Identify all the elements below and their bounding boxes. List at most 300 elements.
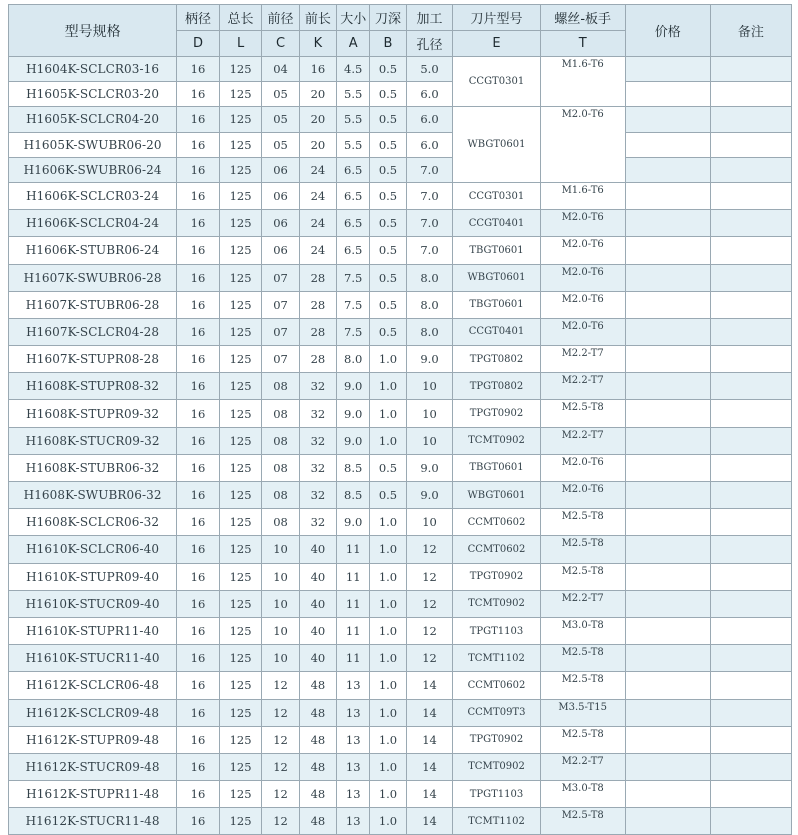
cell-screw: M2.5-T8 [540, 536, 625, 563]
cell-depth: 1.0 [370, 373, 406, 400]
cell-bore: 7.0 [406, 237, 453, 264]
cell-total-length: 125 [219, 590, 262, 617]
cell-depth: 1.0 [370, 400, 406, 427]
table-row [9, 454, 792, 481]
cell-front-length: 48 [299, 808, 336, 835]
cell-depth: 1.0 [370, 753, 406, 780]
cell-note [710, 346, 791, 373]
cell-front-length: 20 [299, 132, 336, 157]
cell-bore: 12 [406, 590, 453, 617]
cell-bore: 14 [406, 726, 453, 753]
cell-front-length: 40 [299, 536, 336, 563]
cell-bore: 7.0 [406, 182, 453, 209]
cell-insert: CCGT0401 [453, 318, 540, 345]
cell-insert: TBGT0601 [453, 454, 540, 481]
cell-shank: 16 [177, 536, 220, 563]
cell-depth: 0.5 [370, 182, 406, 209]
cell-model: H1606K-SCLCR04-24 [9, 210, 177, 237]
cell-front-diameter: 08 [262, 454, 299, 481]
table-row [9, 617, 792, 644]
cell-front-length: 24 [299, 182, 336, 209]
cell-note [710, 291, 791, 318]
cell-total-length: 125 [219, 509, 262, 536]
cell-front-diameter: 12 [262, 781, 299, 808]
cell-depth: 0.5 [370, 82, 406, 107]
cell-depth: 0.5 [370, 132, 406, 157]
cell-note [710, 726, 791, 753]
cell-bore: 7.0 [406, 157, 453, 182]
cell-shank: 16 [177, 57, 220, 82]
table-body [9, 57, 792, 835]
cell-front-diameter: 05 [262, 107, 299, 132]
spec-table-container [8, 4, 792, 835]
table-row [9, 509, 792, 536]
cell-shank: 16 [177, 346, 220, 373]
cell-depth: 0.5 [370, 107, 406, 132]
cell-front-length: 32 [299, 427, 336, 454]
header-front-diameter: 前径 [262, 5, 299, 31]
cell-screw: M3.0-T8 [540, 617, 625, 644]
cell-price [625, 536, 710, 563]
cell-total-length: 125 [219, 672, 262, 699]
cell-front-diameter: 08 [262, 482, 299, 509]
cell-front-length: 24 [299, 210, 336, 237]
cell-screw: M2.2-T7 [540, 346, 625, 373]
cell-price [625, 157, 710, 182]
cell-front-diameter: 06 [262, 237, 299, 264]
table-row [9, 346, 792, 373]
cell-price [625, 346, 710, 373]
cell-insert: WBGT0601 [453, 107, 540, 183]
cell-total-length: 125 [219, 318, 262, 345]
cell-total-length: 125 [219, 132, 262, 157]
cell-model: H1606K-STUBR06-24 [9, 237, 177, 264]
cell-price [625, 373, 710, 400]
cell-bore: 9.0 [406, 346, 453, 373]
cell-bore: 8.0 [406, 264, 453, 291]
table-row [9, 427, 792, 454]
cell-front-diameter: 05 [262, 82, 299, 107]
cell-total-length: 125 [219, 427, 262, 454]
table-row [9, 781, 792, 808]
cell-size: 8.0 [337, 346, 370, 373]
cell-size: 9.0 [337, 509, 370, 536]
cell-front-diameter: 07 [262, 346, 299, 373]
cell-insert: TCMT0902 [453, 427, 540, 454]
cell-size: 13 [337, 808, 370, 835]
cell-size: 5.5 [337, 82, 370, 107]
header-size: 大小 [337, 5, 370, 31]
cell-screw: M2.0-T6 [540, 482, 625, 509]
cell-size: 7.5 [337, 291, 370, 318]
cell-front-length: 20 [299, 107, 336, 132]
cell-front-length: 16 [299, 57, 336, 82]
cell-front-length: 40 [299, 563, 336, 590]
cell-size: 7.5 [337, 264, 370, 291]
cell-model: H1606K-SWUBR06-24 [9, 157, 177, 182]
cell-depth: 1.0 [370, 563, 406, 590]
cell-price [625, 753, 710, 780]
cell-note [710, 318, 791, 345]
cell-note [710, 82, 791, 107]
cell-size: 8.5 [337, 482, 370, 509]
cell-front-diameter: 08 [262, 509, 299, 536]
table-row [9, 482, 792, 509]
cell-total-length: 125 [219, 82, 262, 107]
cell-depth: 0.5 [370, 291, 406, 318]
cell-insert: TPGT1103 [453, 617, 540, 644]
cell-insert: TCMT1102 [453, 645, 540, 672]
cell-price [625, 107, 710, 132]
cell-note [710, 427, 791, 454]
cell-insert: TCMT0902 [453, 590, 540, 617]
cell-shank: 16 [177, 454, 220, 481]
cell-shank: 16 [177, 427, 220, 454]
cell-size: 11 [337, 645, 370, 672]
table-row [9, 373, 792, 400]
cell-bore: 14 [406, 672, 453, 699]
cell-depth: 1.0 [370, 536, 406, 563]
cell-shank: 16 [177, 237, 220, 264]
cell-insert: CCMT09T3 [453, 699, 540, 726]
cell-shank: 16 [177, 699, 220, 726]
cell-note [710, 454, 791, 481]
cell-shank: 16 [177, 157, 220, 182]
cell-size: 6.5 [337, 237, 370, 264]
cell-size: 5.5 [337, 132, 370, 157]
cell-price [625, 726, 710, 753]
table-header [9, 5, 792, 57]
cell-shank: 16 [177, 590, 220, 617]
table-row [9, 82, 792, 107]
cell-screw: M2.0-T6 [540, 264, 625, 291]
cell-size: 6.5 [337, 157, 370, 182]
cell-price [625, 210, 710, 237]
cell-size: 7.5 [337, 318, 370, 345]
cell-insert: TBGT0601 [453, 291, 540, 318]
cell-size: 13 [337, 699, 370, 726]
cell-front-diameter: 05 [262, 132, 299, 157]
cell-total-length: 125 [219, 781, 262, 808]
cell-size: 6.5 [337, 182, 370, 209]
cell-screw: M2.0-T6 [540, 318, 625, 345]
header-front-length-symbol: K [299, 31, 336, 57]
cell-shank: 16 [177, 509, 220, 536]
cell-note [710, 400, 791, 427]
cell-depth: 0.5 [370, 57, 406, 82]
table-row [9, 210, 792, 237]
cell-screw: M2.0-T6 [540, 107, 625, 183]
cell-note [710, 509, 791, 536]
cell-shank: 16 [177, 291, 220, 318]
cell-shank: 16 [177, 482, 220, 509]
header-row-top [9, 5, 792, 31]
cell-depth: 0.5 [370, 210, 406, 237]
table-row [9, 699, 792, 726]
cell-front-length: 48 [299, 753, 336, 780]
cell-front-diameter: 12 [262, 753, 299, 780]
cell-price [625, 264, 710, 291]
cell-bore: 10 [406, 373, 453, 400]
cell-depth: 0.5 [370, 237, 406, 264]
table-row [9, 563, 792, 590]
table-row [9, 291, 792, 318]
header-bore-bottom: 孔径 [406, 31, 453, 57]
cell-depth: 1.0 [370, 645, 406, 672]
cell-total-length: 125 [219, 753, 262, 780]
header-depth: 刀深 [370, 5, 406, 31]
cell-insert: TPGT0902 [453, 563, 540, 590]
cell-note [710, 808, 791, 835]
cell-shank: 16 [177, 563, 220, 590]
cell-screw: M2.5-T8 [540, 645, 625, 672]
cell-total-length: 125 [219, 107, 262, 132]
table-row [9, 264, 792, 291]
cell-size: 9.0 [337, 373, 370, 400]
cell-total-length: 125 [219, 346, 262, 373]
cell-insert: TPGT0802 [453, 346, 540, 373]
cell-front-length: 28 [299, 318, 336, 345]
cell-total-length: 125 [219, 57, 262, 82]
cell-front-diameter: 10 [262, 536, 299, 563]
cell-screw: M2.2-T7 [540, 590, 625, 617]
table-row [9, 672, 792, 699]
cell-price [625, 509, 710, 536]
cell-front-diameter: 10 [262, 617, 299, 644]
cell-front-length: 48 [299, 726, 336, 753]
cell-price [625, 318, 710, 345]
table-row [9, 237, 792, 264]
cell-model: H1612K-STUCR11-48 [9, 808, 177, 835]
cell-insert: TPGT0902 [453, 400, 540, 427]
cell-bore: 8.0 [406, 318, 453, 345]
cell-insert: CCGT0301 [453, 57, 540, 107]
cell-front-length: 48 [299, 699, 336, 726]
cell-note [710, 563, 791, 590]
cell-total-length: 125 [219, 617, 262, 644]
table-row [9, 132, 792, 157]
cell-screw: M2.5-T8 [540, 726, 625, 753]
cell-model: H1608K-SWUBR06-32 [9, 482, 177, 509]
cell-front-diameter: 08 [262, 400, 299, 427]
cell-bore: 10 [406, 509, 453, 536]
cell-bore: 8.0 [406, 291, 453, 318]
table-row [9, 590, 792, 617]
cell-front-length: 48 [299, 672, 336, 699]
table-row [9, 182, 792, 209]
cell-screw: M2.0-T6 [540, 291, 625, 318]
cell-front-diameter: 04 [262, 57, 299, 82]
cell-shank: 16 [177, 781, 220, 808]
cell-price [625, 82, 710, 107]
cell-depth: 0.5 [370, 454, 406, 481]
cell-depth: 1.0 [370, 808, 406, 835]
cell-total-length: 125 [219, 400, 262, 427]
cell-model: H1605K-SCLCR04-20 [9, 107, 177, 132]
cell-screw: M2.5-T8 [540, 672, 625, 699]
cell-total-length: 125 [219, 182, 262, 209]
cell-note [710, 699, 791, 726]
table-row [9, 318, 792, 345]
cell-front-diameter: 08 [262, 427, 299, 454]
cell-front-diameter: 12 [262, 808, 299, 835]
cell-model: H1612K-STUPR09-48 [9, 726, 177, 753]
cell-screw: M1.6-T6 [540, 182, 625, 209]
cell-bore: 6.0 [406, 107, 453, 132]
cell-insert: CCMT0602 [453, 536, 540, 563]
cell-price [625, 563, 710, 590]
cell-bore: 9.0 [406, 454, 453, 481]
cell-front-length: 32 [299, 482, 336, 509]
table-row [9, 400, 792, 427]
cell-insert: CCGT0401 [453, 210, 540, 237]
cell-note [710, 645, 791, 672]
cell-bore: 14 [406, 781, 453, 808]
cell-note [710, 237, 791, 264]
header-shank-symbol: D [177, 31, 220, 57]
cell-total-length: 125 [219, 373, 262, 400]
cell-insert: TPGT0902 [453, 726, 540, 753]
cell-depth: 1.0 [370, 726, 406, 753]
cell-size: 11 [337, 590, 370, 617]
header-shank: 柄径 [177, 5, 220, 31]
cell-model: H1607K-STUPR08-28 [9, 346, 177, 373]
cell-shank: 16 [177, 400, 220, 427]
cell-bore: 12 [406, 617, 453, 644]
cell-screw: M2.0-T6 [540, 454, 625, 481]
cell-depth: 1.0 [370, 509, 406, 536]
cell-front-diameter: 06 [262, 210, 299, 237]
cell-screw: M2.5-T8 [540, 808, 625, 835]
header-insert: 刀片型号 [453, 5, 540, 31]
table-row [9, 808, 792, 835]
cell-front-length: 28 [299, 264, 336, 291]
cell-bore: 12 [406, 645, 453, 672]
cell-size: 11 [337, 617, 370, 644]
cell-model: H1610K-STUCR09-40 [9, 590, 177, 617]
cell-price [625, 57, 710, 82]
cell-insert: TCMT1102 [453, 808, 540, 835]
cell-price [625, 132, 710, 157]
header-bore-top: 加工 [406, 5, 453, 31]
cell-depth: 1.0 [370, 699, 406, 726]
cell-bore: 7.0 [406, 210, 453, 237]
cell-front-diameter: 06 [262, 182, 299, 209]
cell-screw: M3.0-T8 [540, 781, 625, 808]
cell-front-diameter: 07 [262, 291, 299, 318]
cell-shank: 16 [177, 82, 220, 107]
cell-price [625, 427, 710, 454]
cell-insert: CCGT0301 [453, 182, 540, 209]
header-front-length: 前长 [299, 5, 336, 31]
cell-price [625, 617, 710, 644]
cell-size: 6.5 [337, 210, 370, 237]
cell-note [710, 210, 791, 237]
cell-shank: 16 [177, 182, 220, 209]
cell-shank: 16 [177, 753, 220, 780]
cell-front-length: 48 [299, 781, 336, 808]
cell-note [710, 264, 791, 291]
cell-shank: 16 [177, 373, 220, 400]
cell-insert: WBGT0601 [453, 482, 540, 509]
table-row [9, 57, 792, 82]
cell-size: 9.0 [337, 400, 370, 427]
table-row [9, 726, 792, 753]
cell-price [625, 645, 710, 672]
cell-insert: CCMT0602 [453, 672, 540, 699]
cell-model: H1608K-STUPR08-32 [9, 373, 177, 400]
cell-depth: 1.0 [370, 590, 406, 617]
cell-total-length: 125 [219, 454, 262, 481]
cell-bore: 5.0 [406, 57, 453, 82]
cell-model: H1608K-STUPR09-32 [9, 400, 177, 427]
cell-screw: M2.0-T6 [540, 237, 625, 264]
cell-price [625, 781, 710, 808]
cell-model: H1606K-SCLCR03-24 [9, 182, 177, 209]
cell-model: H1607K-SCLCR04-28 [9, 318, 177, 345]
cell-model: H1604K-SCLCR03-16 [9, 57, 177, 82]
cell-note [710, 157, 791, 182]
cell-screw: M2.5-T8 [540, 400, 625, 427]
header-model: 型号规格 [9, 5, 177, 57]
cell-insert: TCMT0902 [453, 753, 540, 780]
cell-shank: 16 [177, 672, 220, 699]
cell-depth: 0.5 [370, 482, 406, 509]
cell-bore: 14 [406, 699, 453, 726]
cell-screw: M2.0-T6 [540, 210, 625, 237]
cell-price [625, 400, 710, 427]
cell-front-length: 24 [299, 157, 336, 182]
table-row [9, 753, 792, 780]
cell-front-length: 28 [299, 346, 336, 373]
cell-model: H1608K-SCLCR06-32 [9, 509, 177, 536]
cell-bore: 12 [406, 536, 453, 563]
cell-note [710, 132, 791, 157]
cell-screw: M2.2-T7 [540, 373, 625, 400]
header-total-length: 总长 [219, 5, 262, 31]
cell-size: 8.5 [337, 454, 370, 481]
cell-insert: TPGT1103 [453, 781, 540, 808]
cell-shank: 16 [177, 210, 220, 237]
cell-depth: 0.5 [370, 157, 406, 182]
table-row [9, 645, 792, 672]
cell-depth: 1.0 [370, 672, 406, 699]
cell-model: H1610K-SCLCR06-40 [9, 536, 177, 563]
header-insert-symbol: E [453, 31, 540, 57]
cell-screw: M2.2-T7 [540, 753, 625, 780]
cell-front-diameter: 12 [262, 672, 299, 699]
cell-total-length: 125 [219, 264, 262, 291]
header-price: 价格 [625, 5, 710, 57]
cell-size: 5.5 [337, 107, 370, 132]
cell-note [710, 590, 791, 617]
cell-note [710, 753, 791, 780]
cell-total-length: 125 [219, 237, 262, 264]
cell-total-length: 125 [219, 726, 262, 753]
cell-front-length: 28 [299, 291, 336, 318]
cell-depth: 1.0 [370, 346, 406, 373]
cell-screw: M2.5-T8 [540, 509, 625, 536]
cell-front-diameter: 08 [262, 373, 299, 400]
cell-insert: TBGT0601 [453, 237, 540, 264]
cell-price [625, 699, 710, 726]
cell-note [710, 536, 791, 563]
cell-price [625, 182, 710, 209]
cell-front-diameter: 10 [262, 645, 299, 672]
cell-front-diameter: 07 [262, 264, 299, 291]
cell-model: H1608K-STUBR06-32 [9, 454, 177, 481]
cell-depth: 0.5 [370, 264, 406, 291]
